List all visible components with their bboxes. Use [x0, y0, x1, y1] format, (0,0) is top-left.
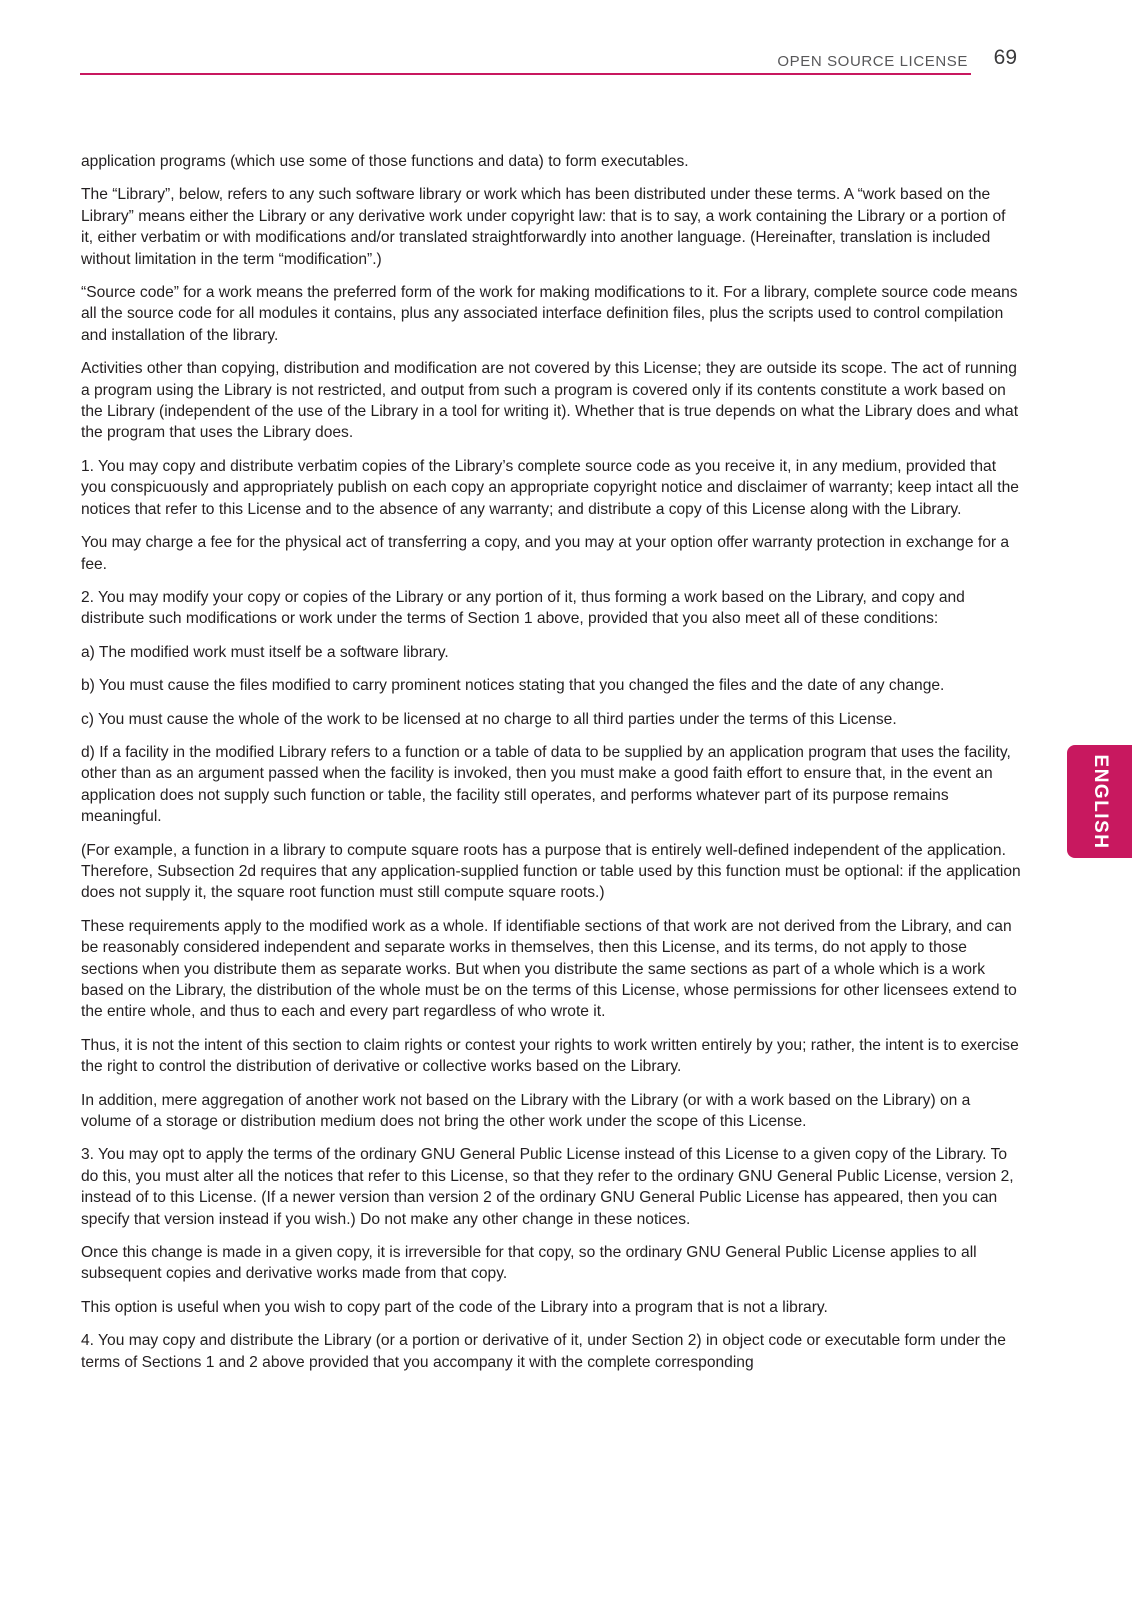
paragraph-example: (For example, a function in a library to compute square roots has a purpose that is entirely well-defined independent of the application. Therefore, Subsection 2d requires that any application-supplied function or table used by this function must be optional: if the application does not supply it, the square root function must still compute square roots.) — [81, 841, 1021, 902]
paragraph-intent: Thus, it is not the intent of this section to claim rights or contest your rights to work written entirely by you; rather, the intent is to exercise the right to control the distribution of derivative or collective works based on the Library. — [81, 1036, 1019, 1076]
paragraph-condition-c: c) You must cause the whole of the work to be licensed at no charge to all third parties under the terms of this License. — [81, 710, 897, 728]
paragraph-section-2: 2. You may modify your copy or copies of the Library or any portion of it, thus forming a work based on the Library, and copy and distribute such modifications or work under the terms of Section 1 above, provided that you also meet all of these conditions: — [81, 588, 965, 628]
page-header — [80, 46, 1017, 76]
paragraph-option-useful: This option is useful when you wish to copy part of the code of the Library into a program that is not a library. — [81, 1298, 828, 1316]
paragraph-source-code: “Source code” for a work means the preferred form of the work for making modifications to it. For a library, complete source code means all the source code for all modules it contains, plus any associated interface definition files, plus the scripts used to control compilation and installation of the library. — [81, 284, 1018, 344]
paragraph-continuation: application programs (which use some of those functions and data) to form executables. — [81, 153, 689, 170]
paragraph-condition-b: b) You must cause the files modified to carry prominent notices stating that you changed the files and the date of any change. — [81, 677, 945, 695]
paragraph-condition-d: d) If a facility in the modified Library refers to a function or a table of data to be supplied by an application program that uses the facility, other than as an argument passed when the facility is invoked, then you must make a good faith effort to ensure that, in the event an application does not supply such function or table, the facility still operates, and performs whatever part of its purpose remains meaningful. — [81, 743, 1011, 826]
paragraph-section-4: 4. You may copy and distribute the Library (or a portion or derivative of it, under Section 2) in object code or executable form under the terms of Sections 1 and 2 above provided that you accompany it with the complete corresponding — [81, 1332, 1006, 1371]
paragraph-activities: Activities other than copying, distribution and modification are not covered by this License; they are outside its scope. The act of running a program using the Library is not restricted, and output from such a program is covered only if its contents constitute a work based on the Library (independent of the use of the Library in a tool for writing it). Whether that is true depends on what the Library does and what the program that uses the Library does. — [81, 360, 1019, 442]
paragraph-section-1: 1. You may copy and distribute verbatim copies of the Library’s complete source code as you receive it, in any medium, provided that you conspicuously and appropriately publish on each copy an appropriate copyright notice and disclaimer of warranty; keep intact all the notices that refer to this License and to the absence of any warranty; and distribute a copy of this License along with the Library. — [81, 457, 1019, 518]
paragraph-section-3: 3. You may opt to apply the terms of the ordinary GNU General Public License instead of this License to a given copy of the Library. To do this, you must alter all the notices that refer to this License, so that they refer to the ordinary GNU General Public License, version 2, instead of to this License. (If a newer version than version 2 of the ordinary GNU General Public License has appeared, then you can specify that version instead if you wish.) Do not make any other change in these notices. — [81, 1146, 1014, 1228]
language-tab-label: ENGLISH — [1089, 754, 1111, 849]
page-number: 69 — [993, 46, 1017, 69]
paragraph-library-definition: The “Library”, below, refers to any such software library or work which has been distributed under these terms. A “work based on the Library” means either the Library or any derivative work under copyright law: that is to say, a work containing the Library or a portion of it, either verbatim or with modifications and/or translated straightforwardly into another language. (Hereinafter, translation is included without limitation in the term “modification”.) — [81, 186, 1006, 268]
header-divider — [80, 73, 971, 75]
section-title: OPEN SOURCE LICENSE — [777, 53, 968, 70]
language-tab — [1067, 745, 1132, 858]
paragraph-irreversible: Once this change is made in a given copy, it is irreversible for that copy, so the ordinary GNU General Public License applies to all subsequent copies and derivative works made from that copy. — [81, 1244, 977, 1283]
license-body — [81, 151, 1021, 1385]
paragraph-fee: You may charge a fee for the physical act of transferring a copy, and you may at your option offer warranty protection in exchange for a fee. — [81, 534, 1010, 573]
paragraph-aggregation: In addition, mere aggregation of another work not based on the Library with the Library (or with a work based on the Library) on a volume of a storage or distribution medium does not bring the other work under the scope of this License. — [81, 1091, 971, 1131]
paragraph-condition-a: a) The modified work must itself be a software library. — [81, 643, 449, 661]
paragraph-requirements: These requirements apply to the modified work as a whole. If identifiable sections of that work are not derived from the Library, and can be reasonably considered independent and separate works in themselves, then this License, and its terms, do not apply to those sections when you distribute them as separate works. But when you distribute the same sections as part of a whole which is a work based on the Library, the distribution of the whole must be on the terms of this License, whose permissions for other licensees extend to the entire whole, and thus to each and every part regardless of who wrote it. — [81, 917, 1017, 1021]
